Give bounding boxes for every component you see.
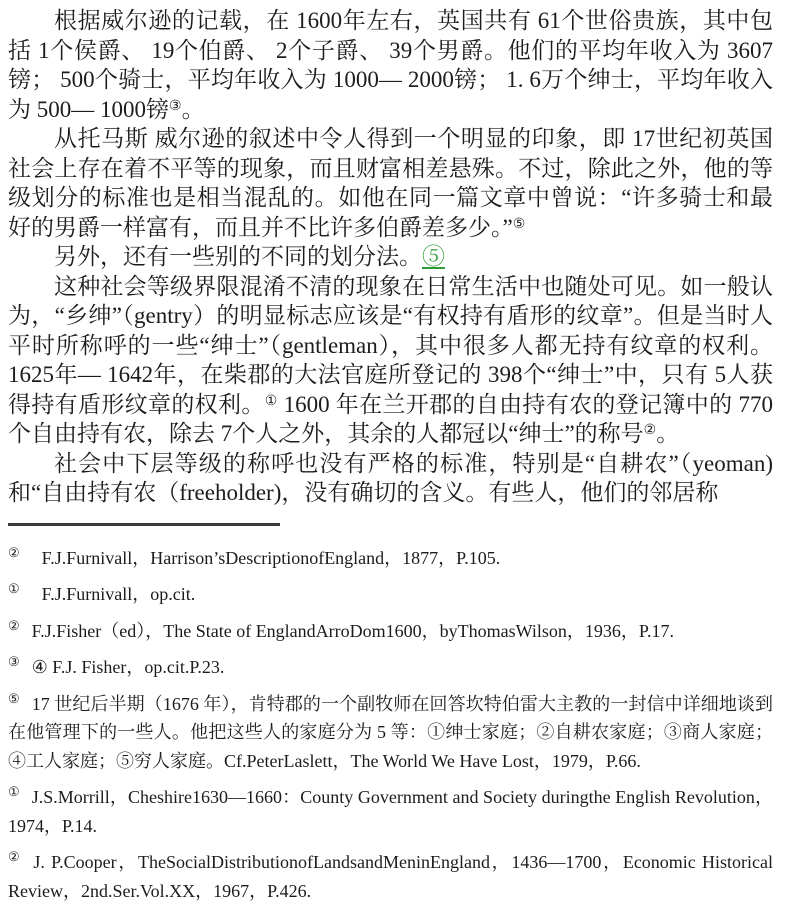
footnote-link-5[interactable]: ⑤ [422,244,445,269]
footnote-item [8,843,773,905]
paragraph-text: 这种社会等级界限混淆不清的现象在日常生活中也随处可见。如一般认为，“乡绅”（gentry）的明显标志应该是“有权持有盾形的纹章”。但是当时人平时所称呼的一些“绅士”（gentleman），其中很多人都无持有纹章的权利。 1625年— 1642年，在柴郡的大法官庭所登记的 398个“绅士”中，只有 5人获得持有盾形纹章的权利。 [8,274,773,417]
footnote-item [8,575,773,609]
footnote-marker: ② [8,849,21,864]
footnote-item [8,778,773,840]
footnote-text: F.J.Fisher（ed），The State of EnglandArroDom1600，byThomasWilson，1936，P.17. [32,621,674,641]
footnote-item [8,648,773,682]
footnote-ref-3: ③ [169,99,182,114]
footnote-ref-5: ⑤ [513,217,526,232]
footnotes-section [8,539,773,905]
footnote-marker: ② [8,545,20,560]
paragraph-other-divisions [8,242,773,272]
footnote-ref-1: ① [265,394,278,409]
footnote-text: F.J.Furnivall，op.cit. [42,584,196,604]
footnote-item [8,539,773,573]
paragraph-wilson-record [8,6,773,124]
paragraph-gentry-coats-of-arms [8,272,773,449]
footnote-marker: ② [8,618,20,633]
footnote-item [8,685,773,776]
paragraph-text: 社会中下层等级的称呼也没有严格的标准，特别是“自耕农”（yeoman)和“自由持有农（freeholder)，没有确切的含义。有些人，他们的邻居称 [8,451,773,506]
paragraph-yeoman-freeholder [8,449,773,508]
paragraph-text: 另外，还有一些别的不同的划分法。 [54,244,422,269]
footnote-marker: ③ [8,654,20,669]
paragraph-text: 根据威尔逊的记载，在 1600年左右，英国共有 61个世俗贵族，其中包括 1个侯爵、 19个伯爵、 2个子爵、 39个男爵。他们的平均年收入为 3607镑； 500个骑士，平均年收入为 1000— 2000镑； 1. 6万个绅士，平均年收入为 500— 1000镑 [8,8,773,122]
footnote-text: J.S.Morrill，Cheshire1630—1660：County Government and Society duringthe English Revolution，1974，P.14. [8,787,773,836]
footnote-marker: ① [8,784,20,799]
footnote-text: 17 世纪后半期（1676 年），肯特郡的一个副牧师在回答坎特伯雷大主教的一封信中详细地谈到在他管理下的一些人。他把这些人的家庭分为 5 等：①绅士家庭；②自耕农家庭；③商人家庭；④工人家庭；⑤穷人家庭。Cf.PeterLaslett，The World We Have Lost，1979，P.66. [8,694,773,771]
footnote-marker: ① [8,581,20,596]
paragraph-text: 1600 年在兰开郡的自由持有农的登记簿中的 770个自由持有农，除去 7个人之外，其余的人都冠以“绅士”的称号 [8,392,773,447]
footnote-marker: ⑤ [8,691,20,706]
paragraph-text: 。 [656,421,679,446]
paragraph-thomas-wilson-impression [8,124,773,242]
paragraph-text: 。 [182,97,205,122]
footnote-text: J. P.Cooper，TheSocialDistributionofLandsandMeninEngland，1436—1700，Economic Historical Review，2nd.Ser.Vol.XX，1967，P.426. [8,852,773,901]
footnote-divider [8,523,280,526]
footnote-text: ④ F.J. Fisher，op.cit.P.23. [32,657,225,677]
paragraph-text: 从托马斯 威尔逊的叙述中令人得到一个明显的印象，即 17世纪初英国社会上存在着不平等的现象，而且财富相差悬殊。不过，除此之外，他的等级划分的标准也是相当混乱的。如他在同一篇文章中曾说：“许多骑士和最好的男爵一样富有，而且并不比许多伯爵差多少。” [8,126,773,240]
footnote-item [8,612,773,646]
footnote-ref-2: ② [644,423,657,438]
footnote-text: F.J.Furnivall，Harrison’sDescriptionofEngland，1877，P.105. [42,548,501,568]
